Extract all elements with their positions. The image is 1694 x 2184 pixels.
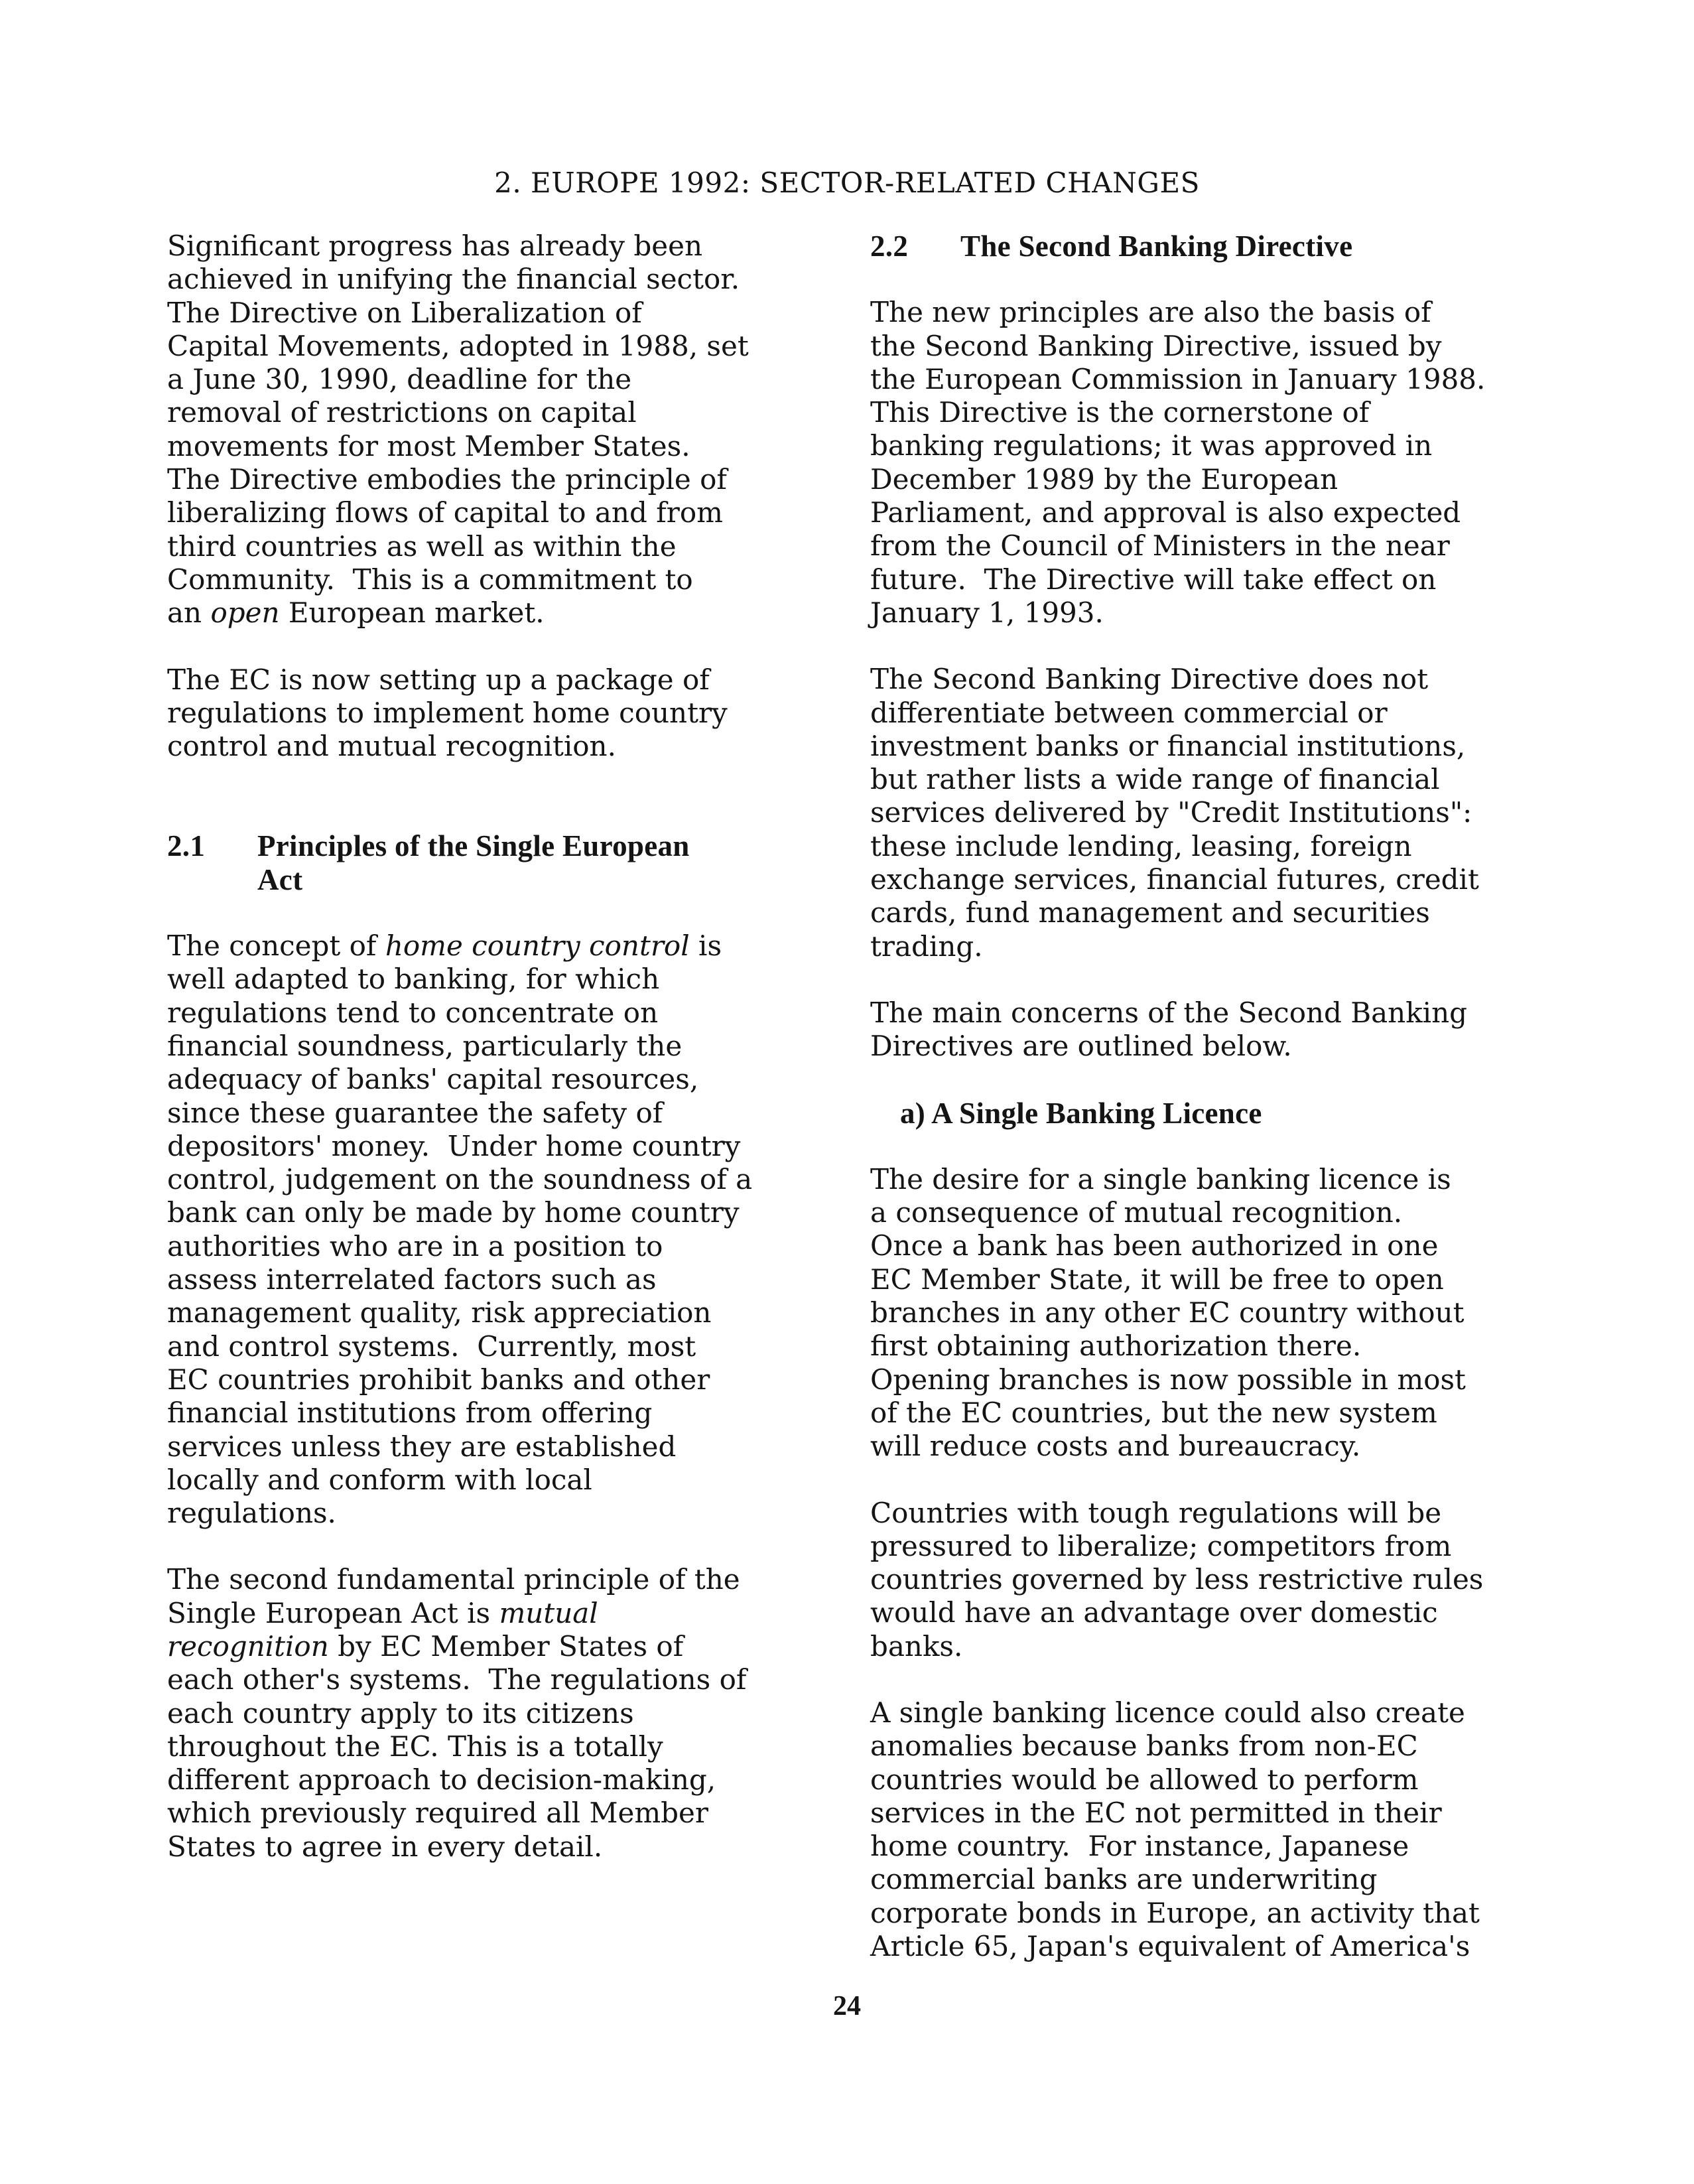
right-paragraph-1 (870, 296, 1540, 630)
text-line: first obtaining authorization there. (870, 1330, 1362, 1363)
text-line: The Directive embodies the principle of (167, 463, 727, 496)
text-line: an open European market. (167, 596, 545, 630)
left-paragraph-4 (167, 1563, 837, 1864)
text-line: trading. (870, 929, 983, 963)
page-number: 24 (833, 1991, 861, 2021)
section-title-line: Act (257, 862, 303, 896)
text-line: movements for most Member States. (167, 429, 690, 462)
text-line: countries governed by less restrictive rules (870, 1563, 1484, 1596)
text-line: States to agree in every detail. (167, 1830, 603, 1863)
text-line: control and mutual recognition. (167, 730, 616, 763)
text-line: The desire for a single banking licence is (870, 1162, 1451, 1195)
text-line: a consequence of mutual recognition. (870, 1196, 1403, 1229)
text-line: commercial banks are underwriting (870, 1863, 1378, 1896)
text-line: exchange services, financial futures, credit (870, 863, 1479, 896)
text-line: authorities who are in a position to (167, 1229, 663, 1263)
spacer (167, 796, 837, 829)
text-line: anomalies because banks from non-EC (870, 1730, 1418, 1763)
text-line: well adapted to banking, for which (167, 963, 660, 996)
text-line: The Second Banking Directive does not (870, 663, 1429, 696)
section-title-line: Principles of the Single European (257, 829, 690, 863)
text-line: pressured to liberalize; competitors from (870, 1529, 1452, 1562)
text-line: cards, fund management and securities (870, 896, 1430, 929)
text-line: banks. (870, 1629, 963, 1663)
text-line: Parliament, and approval is also expected (870, 496, 1461, 529)
text-line: A single banking licence could also create (870, 1696, 1465, 1729)
text-line: from the Council of Ministers in the near (870, 529, 1450, 563)
right-paragraph-5 (870, 1497, 1540, 1663)
section-heading-2-2 (870, 230, 1540, 263)
text-line: EC countries prohibit banks and other (167, 1363, 710, 1396)
text-line: January 1, 1993. (870, 596, 1104, 629)
text-line: adequacy of banks' capital resources, (167, 1063, 699, 1096)
left-column (167, 230, 837, 1897)
text-line: locally and conform with local (167, 1463, 592, 1496)
right-paragraph-4 (870, 1163, 1540, 1464)
section-number: 2.2 (870, 230, 909, 263)
text-line: since these guarantee the safety of (167, 1096, 663, 1129)
text-line: recognition by EC Member States of (167, 1629, 684, 1663)
text-line: future. The Directive will take effect on (870, 563, 1437, 596)
text-line: each country apply to its citizens (167, 1696, 634, 1730)
right-paragraph-2 (870, 663, 1540, 963)
text-line: control, judgement on the soundness of a (167, 1163, 753, 1196)
text-line: the European Commission in January 1988. (870, 362, 1486, 395)
text-line: services delivered by "Credit Institutions": (870, 796, 1472, 829)
text-line: different approach to decision-making, (167, 1763, 716, 1797)
text-line: Significant progress has already been (167, 230, 703, 262)
text-line: Capital Movements, adopted in 1988, set (167, 329, 749, 362)
text-line: corporate bonds in Europe, an activity that (870, 1896, 1480, 1929)
text-line: which previously required all Member (167, 1797, 708, 1830)
text-line: financial institutions from offering (167, 1397, 653, 1430)
text-line: December 1989 by the European (870, 462, 1338, 496)
text-line: banking regulations; it was approved in (870, 429, 1433, 462)
right-paragraph-3 (870, 996, 1540, 1063)
section-heading-2-1 (167, 829, 837, 896)
left-paragraph-1 (167, 230, 837, 630)
text-line: liberalizing flows of capital to and from (167, 496, 723, 529)
text-line: each other's systems. The regulations of (167, 1663, 747, 1696)
text-line: home country. For instance, Japanese (870, 1830, 1409, 1863)
text-line: services in the EC not permitted in their (870, 1796, 1442, 1829)
text-line: The concept of home country control is (167, 929, 722, 963)
text-line: removal of restrictions on capital (167, 396, 637, 429)
text-line: EC Member State, it will be free to open (870, 1263, 1444, 1296)
text-line: differentiate between commercial or (870, 696, 1388, 729)
text-line: these include lending, leasing, foreign (870, 829, 1412, 862)
subsection-heading-a: a) A Single Banking Licence (900, 1096, 1262, 1130)
text-line: depositors' money. Under home country (167, 1129, 741, 1162)
text-line: but rather lists a wide range of financial (870, 763, 1440, 796)
text-line: bank can only be made by home country (167, 1196, 740, 1229)
text-line: achieved in unifying the financial sector. (167, 263, 740, 296)
left-paragraph-3 (167, 929, 837, 1530)
text-line: the Second Banking Directive, issued by (870, 329, 1442, 362)
text-line: The new principles are also the basis of (870, 296, 1431, 329)
section-title (257, 829, 690, 896)
text-line: Countries with tough regulations will be (870, 1496, 1442, 1529)
text-line: branches in any other EC country without (870, 1296, 1465, 1330)
text-line: Once a bank has been authorized in one (870, 1229, 1439, 1263)
text-line: The main concerns of the Second Banking (870, 996, 1468, 1029)
left-paragraph-2 (167, 663, 837, 764)
text-line: Opening branches is now possible in most (870, 1363, 1466, 1396)
section-number: 2.1 (167, 829, 206, 863)
text-line: regulations tend to concentrate on (167, 996, 659, 1029)
text-line: services unless they are established (167, 1430, 677, 1463)
text-line: The EC is now setting up a package of (167, 663, 710, 696)
text-line: investment banks or financial institutions, (870, 729, 1466, 762)
text-line: throughout the EC. This is a totally (167, 1730, 663, 1763)
text-line: management quality, risk appreciation (167, 1296, 712, 1330)
text-line: a June 30, 1990, deadline for the (167, 363, 632, 396)
text-line: assess interrelated factors such as (167, 1263, 657, 1296)
text-line: of the EC countries, but the new system (870, 1396, 1437, 1429)
text-line: third countries as well as within the (167, 529, 677, 563)
text-line: would have an advantage over domestic (870, 1596, 1438, 1629)
text-line: financial soundness, particularly the (167, 1029, 683, 1062)
text-line: regulations. (167, 1497, 336, 1530)
right-paragraph-6 (870, 1696, 1540, 1963)
text-line: Single European Act is mutual (167, 1596, 598, 1629)
text-line: Directives are outlined below. (870, 1030, 1292, 1063)
right-column (870, 230, 1540, 1996)
text-line: will reduce costs and bureaucracy. (870, 1430, 1361, 1463)
text-line: regulations to implement home country (167, 696, 728, 729)
text-line: The Directive on Liberalization of (167, 296, 642, 329)
text-line: Article 65, Japan's equivalent of America's (870, 1930, 1470, 1963)
text-line: Community. This is a commitment to (167, 563, 693, 596)
page-header: 2. EUROPE 1992: SECTOR-RELATED CHANGES (494, 167, 1200, 199)
text-line: The second fundamental principle of the (167, 1563, 740, 1596)
text-line: This Directive is the cornerstone of (870, 396, 1370, 429)
section-title: The Second Banking Directive (960, 230, 1353, 263)
text-line: countries would be allowed to perform (870, 1763, 1419, 1796)
text-line: and control systems. Currently, most (167, 1330, 696, 1363)
